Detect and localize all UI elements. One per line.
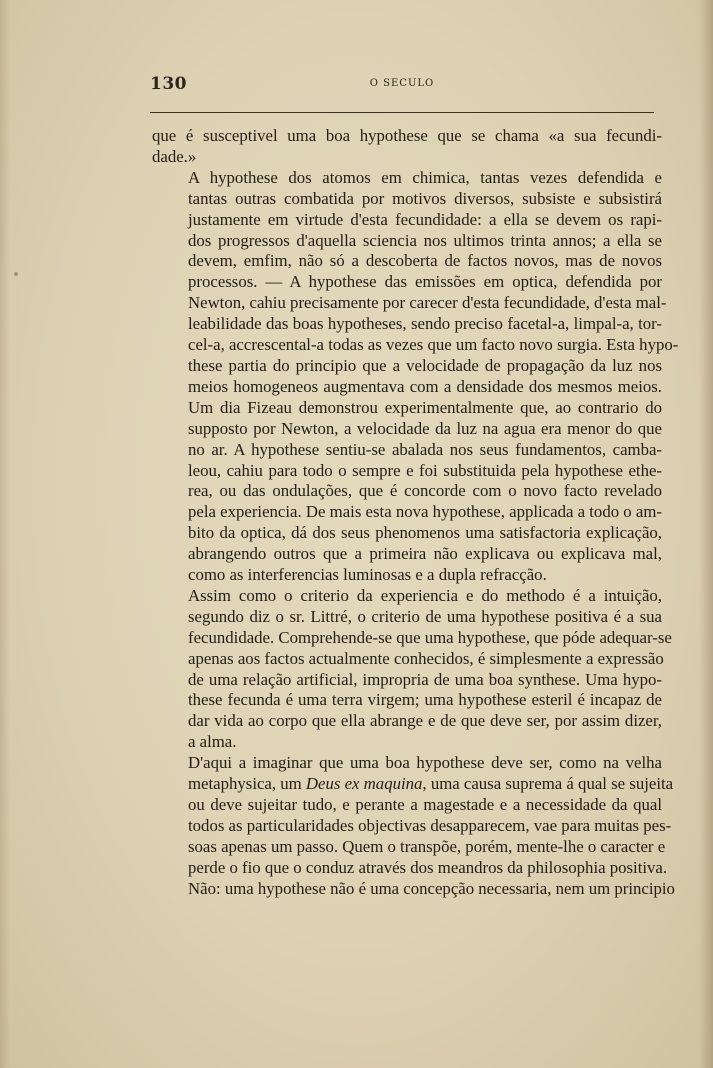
- paragraph: [152, 753, 675, 899]
- text-line: abrangendo outros que a primeira não explicava ou explicava mal,: [188, 544, 662, 564]
- text-line: A hypothese dos atomos em chimica, tantas vezes defendida e: [188, 167, 662, 187]
- text-line: leabilidade das boas hypotheses, sendo preciso facetal-a, limpal-a, tor-: [188, 314, 662, 334]
- text-line: bito da optica, dá dos seus phenomenos uma satisfactoria explicação,: [188, 523, 662, 543]
- text-line: justamente em virtude d'esta fecundidade: a ella se devem os rapi-: [188, 209, 662, 229]
- text-line: D'aqui a imaginar que uma boa hypothese deve ser, como na velha: [188, 753, 662, 773]
- text-line: fecundidade. Comprehende-se que uma hypothese, que póde adequar-se: [188, 627, 672, 647]
- text-line: segundo diz o sr. Littré, o criterio de uma hypothese positiva é a sua: [188, 606, 662, 626]
- text-line: these fecunda é uma terra virgem; uma hypothese esteril é incapaz de: [188, 690, 662, 710]
- text-line: metaphysica, um Deus ex maquina, uma causa suprema á qual se sujeita: [188, 774, 674, 794]
- text-line: dos progressos d'aquella sciencia nos ultimos trinta annos; a ella se: [188, 230, 662, 250]
- page-header: [150, 74, 654, 98]
- text-line: Não: uma hypothese não é uma concepção necessaria, nem um principio: [188, 878, 675, 898]
- text-line: pela experiencia. De mais esta nova hypothese, applicada a todo o am-: [188, 502, 662, 522]
- text-line: de uma relação artificial, impropria de uma boa synthese. Uma hypo-: [188, 669, 662, 689]
- text-line: como as interferencias luminosas e a dupla refracção.: [188, 565, 547, 585]
- text-line: no ar. A hypothese sentiu-se abalada nos seus fundamentos, camba-: [188, 439, 662, 459]
- paragraph: [152, 167, 679, 586]
- running-title: O SECULO: [369, 78, 435, 89]
- text-line: perde o fio que o conduz através dos meandros da philosophia positiva.: [188, 857, 668, 877]
- text-line: Assim como o criterio da experiencia e do methodo é a intuição,: [188, 585, 662, 605]
- paragraph: [152, 126, 662, 168]
- paragraph: [152, 585, 672, 753]
- text-line: these partia do principio que a velocidade de propagação da luz nos: [188, 355, 662, 375]
- page-number: 130: [150, 74, 187, 94]
- body-text: [152, 126, 679, 900]
- text-line: meios homogeneos augmentava com a densidade dos mesmos meios.: [188, 376, 662, 396]
- text-line: processos. — A hypothese das emissões em optica, defendida por: [188, 272, 662, 292]
- text-line: leou, cahiu para todo o sempre e foi substituida pela hypothese ethe-: [188, 460, 662, 480]
- page-left-shadow: [0, 0, 10, 1068]
- header-rule: [150, 112, 654, 113]
- italic-phrase: Deus ex maquina: [305, 774, 423, 794]
- text-line: todos as particularidades objectivas desapparecem, vae para muitas pes-: [188, 815, 672, 835]
- text-line: devem, emfim, não só a descoberta de factos novos, mas de novos: [188, 251, 662, 271]
- text-line: a alma.: [188, 732, 237, 752]
- page-right-shadow: [699, 0, 713, 1068]
- text-line: dar vida ao corpo que ella abrange e de que deve ser, por assim dizer,: [188, 711, 662, 731]
- text-line: soas apenas um passo. Quem o transpõe, porém, mente-lhe o caracter e: [188, 836, 666, 856]
- text-line: Newton, cahiu precisamente por carecer d'esta fecundidade, d'esta mal-: [188, 293, 667, 313]
- text-line: Um dia Fizeau demonstrou experimentalmente que, ao contrario do: [188, 397, 662, 417]
- text-line: ou deve sujeitar tudo, e perante a magestade e a necessidade da qual: [188, 795, 662, 814]
- text-line: que é susceptivel uma boa hypothese que se chama «a sua fecundi-: [152, 126, 662, 145]
- text-line: apenas aos factos actualmente conhecidos, é simplesmente a expressão: [188, 648, 664, 668]
- text-line: cel-a, accrescental-a todas as vezes que um facto novo surgia. Esta hypo-: [188, 335, 679, 355]
- paper-speck: [14, 272, 18, 276]
- text-line: dade.»: [152, 146, 197, 166]
- text-line: tantas outras combatida por motivos diversos, subsiste e subsistirá: [188, 188, 662, 208]
- text-line: supposto por Newton, a velocidade da luz na agua era menor do que: [188, 418, 662, 438]
- text-line: rea, ou das ondulações, que é concorde com o novo facto revelado: [188, 481, 662, 501]
